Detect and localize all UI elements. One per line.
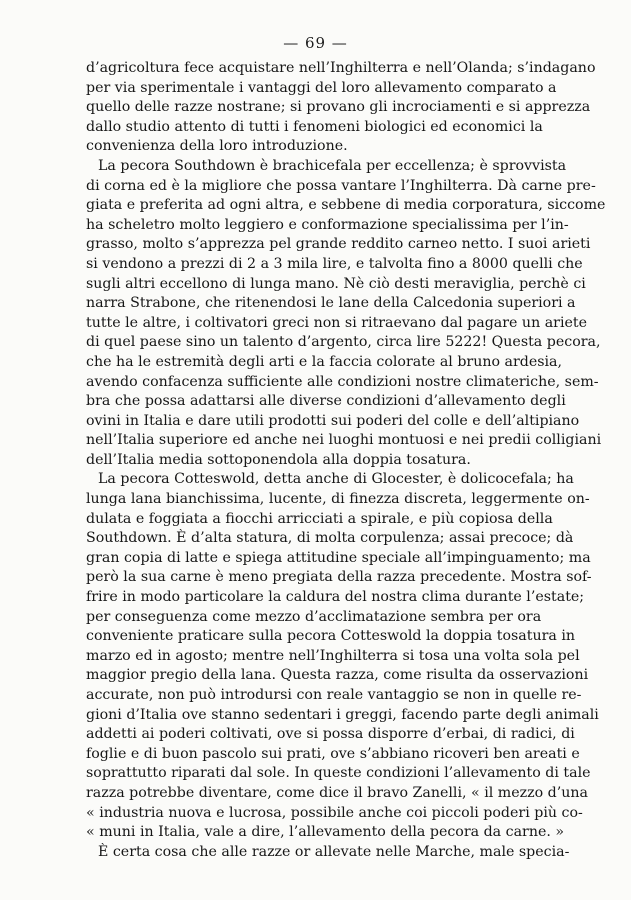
text-line: si vendono a prezzi di 2 a 3 mila lire, e talvolta fino a 8000 quelli che (86, 255, 583, 272)
text-line: quello delle razze nostrane; si provano gli incrociamenti e si apprezza (86, 99, 591, 116)
text-line: giata e preferita ad ogni altra, e sebbene di media corporatura, siccome (86, 197, 606, 214)
text-line: La pecora Cotteswold, detta anche di Glocester, è dolicocefala; ha (98, 471, 574, 488)
text-line: avendo confacenza sufficiente alle condizioni nostre climateriche, sem- (86, 373, 599, 390)
text-line: di quel paese sino un talento d’argento, circa lire 5222! Questa pecora, (86, 334, 601, 351)
text-line: È certa cosa che alle razze or allevate nelle Marche, male specia- (98, 843, 570, 860)
text-line: narra Strabone, che ritenendosi le lane della Calcedonia superiori a (86, 295, 576, 312)
text-line: nell’Italia superiore ed anche nei luoghi montuosi e nei predii colligiani (86, 432, 602, 449)
text-line: per via sperimentale i vantaggi del loro allevamento comparato a (86, 79, 557, 96)
text-line: tutte le altre, i coltivatori greci non si ritraevano dal pagare un ariete (86, 314, 587, 331)
text-line: conveniente praticare sulla pecora Cotteswold la doppia tosatura in (86, 628, 576, 645)
text-line: « industria nuova e lucrosa, possibile anche coi piccoli poderi più co- (86, 804, 583, 821)
text-line: marzo ed in agosto; mentre nell’Inghilterra si tosa una volta sola pel (86, 647, 580, 664)
text-line: soprattutto riparati dal sole. In queste condizioni l’allevamento di tale (86, 765, 591, 782)
paragraph-3 (86, 470, 599, 842)
text-line: convenienza della loro introduzione. (86, 138, 348, 155)
text-line: per conseguenza come mezzo d’acclimatazione sembra per ora (86, 608, 542, 625)
paragraph-1 (86, 59, 596, 157)
text-line: « muni in Italia, vale a dire, l’allevamento della pecora da carne. » (86, 824, 565, 841)
body-text (86, 59, 606, 862)
text-line: ovini in Italia e dare utili prodotti sui poderi del colle e dell’altipiano (86, 412, 580, 429)
text-line: maggior pregio della lana. Questa razza, come risulta da osservazioni (86, 667, 589, 684)
text-line: razza potrebbe diventare, come dice il bravo Zanelli, « il mezzo d’una (86, 784, 588, 801)
text-line: dell’Italia media sottoponendola alla doppia tosatura. (86, 451, 471, 468)
text-line: dallo studio attento di tutti i fenomeni biologici ed economici la (86, 118, 543, 135)
text-line: che ha le estremità degli arti e la faccia colorate al bruno ardesia, (86, 353, 563, 370)
text-line: Southdown. È d’alta statura, di molta corpulenza; assai precoce; dà (86, 530, 574, 547)
text-line: sugli altri eccellono di lunga mano. Nè ciò desti meraviglia, perchè ci (86, 275, 586, 292)
text-line: bra che possa adattarsi alle diverse condizioni d’allevamento degli (86, 393, 566, 410)
text-line: accurate, non può introdursi con reale vantaggio se non in quelle re- (86, 687, 582, 703)
text-line: foglie e di buon pascolo sui prati, ove s’abbiano ricoveri ben areati e (86, 745, 580, 762)
text-line: di corna ed è la migliore che possa vantare l’Inghilterra. Dà carne pre- (86, 177, 596, 194)
text-line: grasso, molto s’apprezza pel grande reddito carneo netto. I suoi arieti (86, 236, 591, 253)
text-line: La pecora Southdown è brachicefala per eccellenza; è sprovvista (98, 157, 567, 174)
page-number: — 69 — (283, 34, 348, 52)
text-line: ha scheletro molto leggiero e conformazione specialissima per l’in- (86, 216, 569, 233)
text-line: gioni d’Italia ove stanno sedentari i greggi, facendo parte degli animali (86, 706, 599, 723)
paragraph-2 (86, 157, 606, 471)
text-line: lunga lana bianchissima, lucente, di finezza discreta, leggermente on- (86, 491, 590, 508)
text-line: frire in modo particolare la caldura del nostra clima durante l’estate; (86, 589, 585, 606)
text-line: d’agricoltura fece acquistare nell’Inghilterra e nell’Olanda; s’indagano (86, 60, 596, 76)
paragraph-4 (86, 843, 570, 863)
text-line: dulata e foggiata a fiocchi arricciati a spirale, e più copiosa della (86, 510, 553, 527)
text-line: addetti ai poderi coltivati, ove si possa disporre d’erbai, di radici, di (86, 726, 575, 743)
text-line: però la sua carne è meno pregiata della razza precedente. Mostra sof- (86, 569, 592, 586)
text-line: gran copia di latte e spiega attitudine speciale all’impinguamento; ma (86, 549, 591, 566)
